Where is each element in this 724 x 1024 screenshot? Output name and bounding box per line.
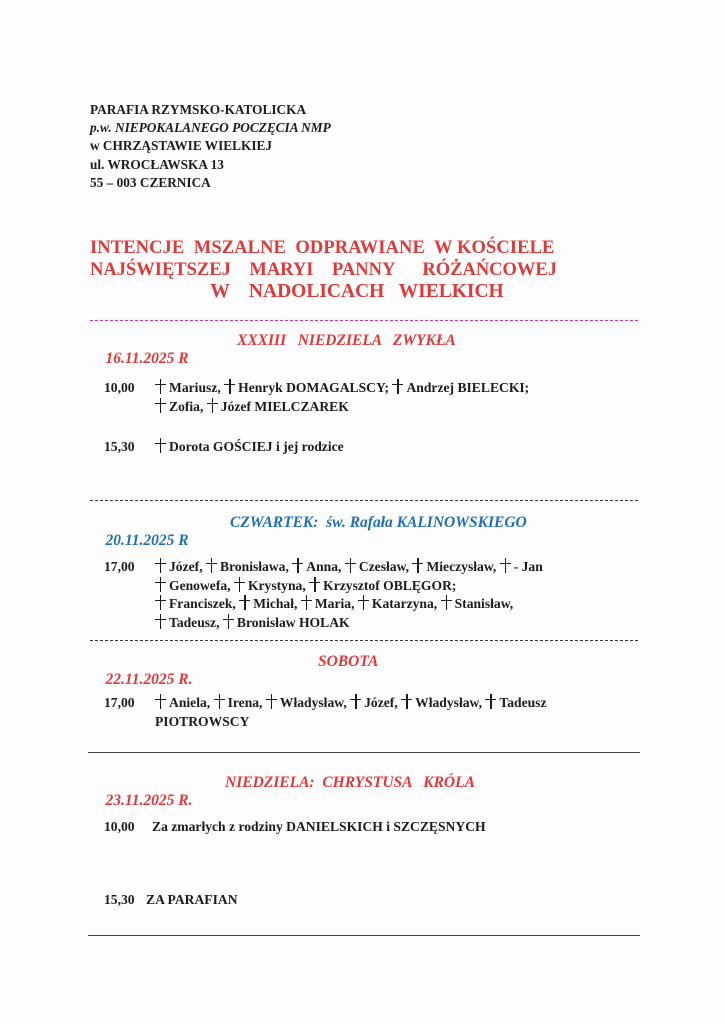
parish-patron: p.w. NIEPOKALANEGO POCZĘCIA NMP: [90, 120, 331, 136]
day-date: 20.11.2025 R: [105, 532, 189, 549]
mass-time: 10,00: [104, 380, 135, 395]
cross-icon: [223, 614, 234, 629]
day-name: CZWARTEK: św. Rafała KALINOWSKIEGO: [230, 514, 527, 531]
cross-icon: [207, 398, 218, 413]
cross-icon: [358, 595, 369, 610]
deceased-name: Henryk DOMAGALSCY;: [238, 380, 390, 395]
deceased-name: Irena,: [227, 695, 263, 710]
deceased-name: Bronisław HOLAK: [236, 614, 350, 630]
parish-name: PARAFIA RZYMSKO-KATOLICKA: [90, 102, 307, 117]
deceased-name: Czesław,: [358, 559, 410, 574]
section-separator: [88, 752, 640, 753]
deceased-name: Władysław,: [279, 695, 347, 710]
day-date: 16.11.2025 R: [105, 350, 189, 367]
cross-icon: [292, 558, 303, 573]
deceased-name: Józef,: [169, 559, 203, 574]
mass-time: 10,00: [104, 819, 135, 834]
deceased-name: Anna,: [306, 559, 342, 574]
cross-icon: [155, 577, 166, 592]
cross-icon: [401, 694, 412, 709]
deceased-name: Tadeusz: [499, 695, 547, 710]
cross-icon: [155, 694, 166, 709]
deceased-name: Władysław,: [415, 695, 482, 710]
cross-icon: [500, 558, 511, 573]
deceased-name: - Jan: [513, 559, 543, 574]
cross-icon: [350, 694, 361, 709]
title-separator: [90, 320, 638, 321]
cross-icon: [441, 595, 452, 610]
cross-icon: [239, 595, 250, 610]
intention-text: ZA PARAFIAN: [146, 892, 238, 907]
parish-location: w CHRZĄSTAWIE WIELKIEJ: [90, 138, 273, 154]
deceased-name: Mieczysław,: [426, 559, 497, 574]
deceased-name: Aniela,: [169, 695, 211, 710]
title-line-3: W NADOLICACH WIELKICH: [210, 281, 504, 302]
cross-icon: [345, 558, 356, 573]
day-name: SOBOTA: [318, 653, 379, 670]
intention-line: [155, 595, 645, 614]
cross-icon: [155, 379, 166, 394]
cross-icon: [155, 438, 166, 453]
deceased-name: Krzysztof OBLĘGOR;: [323, 577, 457, 593]
family-surname: PIOTROWSCY: [155, 713, 250, 729]
cross-icon: [206, 558, 217, 573]
section-separator: [90, 640, 638, 641]
title-line-2: NAJŚWIĘTSZEJ MARYI PANNY RÓŻAŃCOWEJ: [90, 260, 558, 280]
cross-icon: [155, 558, 166, 573]
deceased-name: Józef MIELCZAREK: [220, 398, 349, 414]
cross-icon: [234, 577, 245, 592]
deceased-name: Dorota GOŚCIEJ i jej rodzice: [169, 439, 344, 454]
cross-icon: [392, 379, 403, 394]
mass-time: 15,30: [104, 439, 135, 454]
mass-time: 17,00: [104, 559, 135, 574]
day-name: XXXIII NIEDZIELA ZWYKŁA: [237, 332, 456, 349]
deceased-name: Tadeusz,: [169, 614, 220, 630]
intention-text: [155, 379, 645, 416]
intention-line: [155, 558, 645, 577]
deceased-name: Maria,: [314, 596, 355, 611]
parish-street: ul. WROCŁAWSKA 13: [90, 156, 224, 172]
day-date: 23.11.2025 R.: [105, 792, 193, 809]
document-title: [90, 237, 620, 303]
day-name: NIEDZIELA: CHRYSTUSA KRÓLA: [225, 774, 475, 791]
deceased-name: Michał,: [253, 596, 298, 611]
deceased-name: Mariusz,: [169, 380, 221, 395]
intention-text: [155, 694, 645, 731]
deceased-name: Krystyna,: [247, 577, 306, 593]
mass-time: 17,00: [104, 695, 135, 710]
cross-icon: [155, 595, 166, 610]
deceased-name: Stanisław,: [454, 596, 514, 611]
intention-line: [155, 438, 645, 457]
cross-icon: [412, 558, 423, 573]
deceased-name: Bronisława,: [220, 559, 289, 574]
mass-time: 15,30: [104, 892, 135, 907]
intention-line: [155, 614, 645, 633]
deceased-name: Zofia,: [169, 398, 204, 414]
deceased-name: Genowefa,: [169, 577, 231, 593]
section-separator: [90, 500, 638, 501]
section-separator: [88, 935, 640, 936]
parish-postcode-city: 55 – 003 CZERNICA: [90, 174, 211, 190]
intention-text: Za zmarłych z rodziny DANIELSKICH i SZCZĘSNYCH: [152, 819, 486, 834]
deceased-name: Józef,: [364, 695, 398, 710]
cross-icon: [485, 694, 496, 709]
cross-icon: [155, 398, 166, 413]
intention-text: [155, 438, 645, 457]
cross-icon: [301, 595, 312, 610]
intention-line: [155, 577, 645, 596]
title-line-1: INTENCJE MSZALNE ODPRAWIANE W KOŚCIELE: [90, 238, 555, 258]
intention-text: [155, 558, 645, 632]
intention-line: [155, 379, 645, 398]
deceased-name: Franciszek,: [169, 596, 236, 611]
day-date: 22.11.2025 R.: [105, 671, 193, 688]
deceased-name: Andrzej BIELECKI;: [406, 380, 530, 395]
cross-icon: [309, 577, 320, 592]
cross-icon: [224, 379, 235, 394]
cross-icon: [266, 694, 277, 709]
cross-icon: [155, 614, 166, 629]
deceased-name: Katarzyna,: [371, 596, 438, 611]
parish-address-block: [90, 101, 331, 192]
intention-line: [155, 398, 645, 417]
cross-icon: [214, 694, 225, 709]
